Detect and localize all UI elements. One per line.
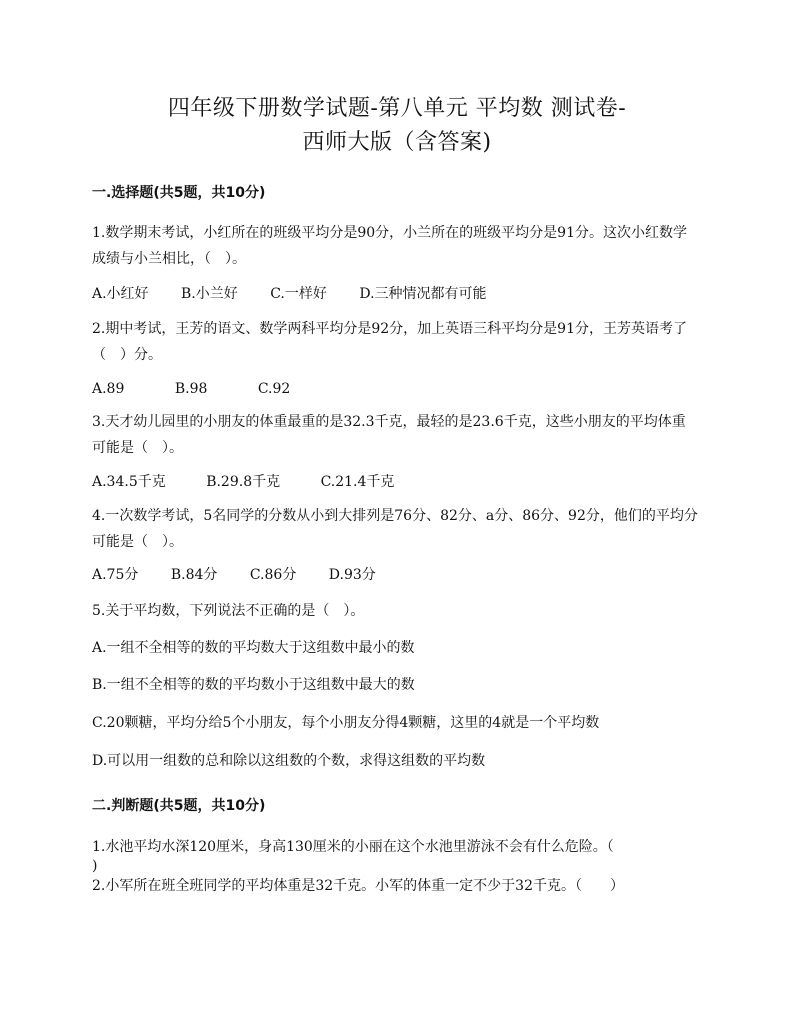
- question-1-options: [92, 284, 515, 304]
- question-3-options: [92, 472, 422, 492]
- question-5-option-a: A.一组不全相等的数的平均数大于这组数中最小的数: [92, 640, 415, 656]
- option-c: C.86分: [249, 567, 297, 583]
- option-d: D.三种情况都有可能: [359, 286, 487, 302]
- option-b: B.98: [174, 381, 208, 397]
- question-5-option-b: B.一组不全相等的数的平均数小于这组数中最大的数: [92, 677, 415, 693]
- document-title-line-1: 四年级下册数学试题-第八单元 平均数 测试卷-: [167, 96, 627, 121]
- option-d: D.93分: [328, 567, 376, 583]
- option-a: A.75分: [92, 567, 139, 583]
- option-a: A.小红好: [92, 286, 149, 302]
- question-1: 1.数学期末考试，小红所在的班级平均分是90分，小兰所在的班级平均分是91分。这次小红数学成绩与小兰相比，（ ）。: [92, 225, 687, 267]
- question-5: 5.关于平均数，下列说法不正确的是（ ）。: [92, 603, 365, 619]
- question-5-option-d: D.可以用一组数的总和除以这组数的个数，求得这组数的平均数: [92, 753, 486, 769]
- option-a: A.89: [92, 381, 125, 397]
- question-4-options: [92, 565, 404, 585]
- question-3: 3.天才幼儿园里的小朋友的体重最重的是32.3千克，最轻的是23.6千克，这些小朋友的平均体重可能是（ ）。: [92, 414, 686, 456]
- judgement-question-1: 1.水池平均水深120厘米，身高130厘米的小丽在这个水池里游泳不会有什么危险。（: [92, 839, 614, 855]
- option-b: B.84分: [170, 567, 218, 583]
- judgement-question-1-continuation: ): [92, 858, 98, 874]
- option-c: C.21.4千克: [320, 474, 395, 490]
- question-2-options: [92, 379, 318, 399]
- question-4: 4.一次数学考试，5名同学的分数从小到大排列是76分、82分、a分、86分、92分，他们的平均分可能是（ ）。: [92, 508, 698, 550]
- option-b: B.29.8千克: [206, 474, 281, 490]
- option-a: A.34.5千克: [92, 474, 166, 490]
- question-5-option-c: C.20颗糖，平均分给5个小朋友，每个小朋友分得4颗糖，这里的4就是一个平均数: [92, 715, 600, 731]
- document-title-line-2: 西师大版（含答案): [302, 130, 492, 155]
- option-c: C.一样好: [270, 286, 327, 302]
- option-c: C.92: [257, 381, 291, 397]
- section-heading-judgement: 二.判断题(共5题，共10分): [92, 798, 266, 814]
- question-2: 2.期中考试，王芳的语文、数学两科平均分是92分，加上英语三科平均分是91分，王芳英语考了（ ）分。: [92, 321, 687, 363]
- option-b: B.小兰好: [181, 286, 238, 302]
- section-heading-choice: 一.选择题(共5题，共10分): [92, 185, 266, 201]
- judgement-question-2: 2.小军所在班全班同学的平均体重是32千克。小军的体重一定不少于32千克。（ ）: [92, 878, 624, 894]
